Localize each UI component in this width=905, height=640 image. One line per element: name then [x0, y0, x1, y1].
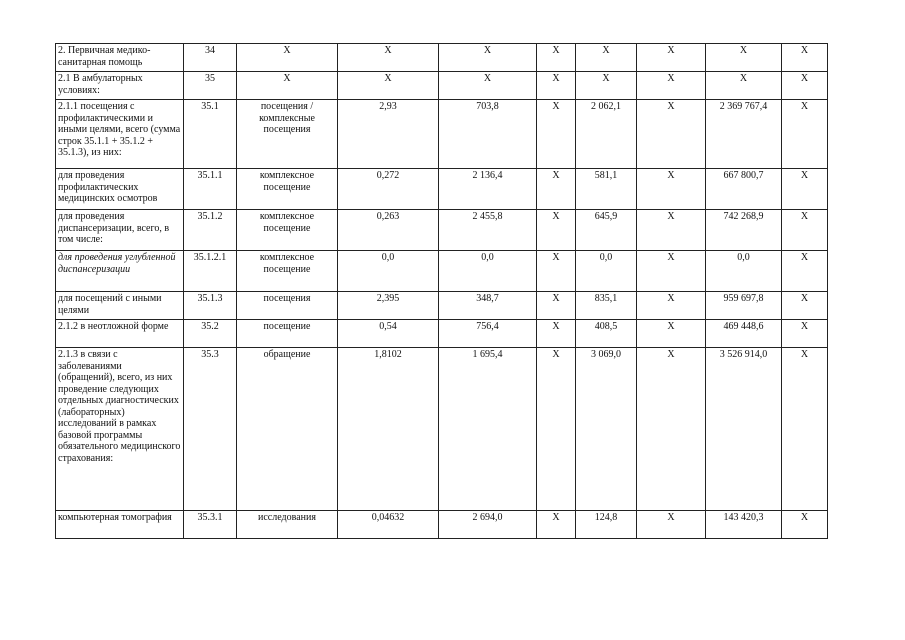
cell-name: для посещений с иными целями: [56, 292, 184, 320]
cell-name: для проведения углубленной диспансеризации: [56, 251, 184, 292]
cell-col10: Х: [782, 44, 828, 72]
table-row: [56, 210, 828, 251]
cell-col7: 0,0: [576, 251, 637, 292]
cell-col10: Х: [782, 511, 828, 539]
cell-name: 2.1.1 посещения с профилактическими и иными целями, всего (сумма строк 35.1.1 + 35.1.2 + 35.1.3), из них:: [56, 100, 184, 169]
cell-col6: Х: [537, 210, 576, 251]
cell-name: 2.1.2 в неотложной форме: [56, 320, 184, 348]
cell-col6: Х: [537, 511, 576, 539]
table-row: [56, 72, 828, 100]
cell-col10: Х: [782, 72, 828, 100]
cell-col7: 581,1: [576, 169, 637, 210]
table-row: [56, 511, 828, 539]
cell-norm-cost: 2 694,0: [439, 511, 537, 539]
table-row: [56, 320, 828, 348]
cell-col9: Х: [706, 44, 782, 72]
cell-col10: Х: [782, 100, 828, 169]
cell-row-code: 35.1.2: [184, 210, 237, 251]
cell-row-code: 35.3.1: [184, 511, 237, 539]
cell-name: 2.1 В амбулаторных условиях:: [56, 72, 184, 100]
cell-col10: Х: [782, 210, 828, 251]
cell-norm-volume: 0,54: [338, 320, 439, 348]
table-row: [56, 44, 828, 72]
cell-col6: Х: [537, 348, 576, 511]
cell-unit: комплексное посещение: [237, 210, 338, 251]
cell-norm-cost: Х: [439, 44, 537, 72]
cell-col7: Х: [576, 44, 637, 72]
cell-col6: Х: [537, 72, 576, 100]
cell-col9: Х: [706, 72, 782, 100]
cell-col7: 2 062,1: [576, 100, 637, 169]
cell-col10: Х: [782, 320, 828, 348]
cell-norm-cost: 2 136,4: [439, 169, 537, 210]
cell-col8: Х: [637, 210, 706, 251]
cell-col7: 124,8: [576, 511, 637, 539]
cell-col7: 835,1: [576, 292, 637, 320]
cell-unit: посещение: [237, 320, 338, 348]
cell-col9: 0,0: [706, 251, 782, 292]
cell-col10: Х: [782, 251, 828, 292]
cell-col8: Х: [637, 251, 706, 292]
cell-unit: комплексное посещение: [237, 251, 338, 292]
cell-col9: 469 448,6: [706, 320, 782, 348]
cell-unit: Х: [237, 72, 338, 100]
cell-norm-cost: 348,7: [439, 292, 537, 320]
cell-col10: Х: [782, 169, 828, 210]
cell-norm-cost: 703,8: [439, 100, 537, 169]
cell-name: компьютерная томография: [56, 511, 184, 539]
cell-name: 2.1.3 в связи с заболеваниями (обращений), всего, из них проведение следующих отдельных диагностических (лабораторных) исследований в рамках базовой программы обязательного медицинского страхования:: [56, 348, 184, 511]
cell-row-code: 35.3: [184, 348, 237, 511]
cell-unit: обращение: [237, 348, 338, 511]
cell-norm-volume: Х: [338, 72, 439, 100]
cell-norm-cost: Х: [439, 72, 537, 100]
cell-col6: Х: [537, 292, 576, 320]
cell-norm-volume: 2,93: [338, 100, 439, 169]
cell-unit: комплексное посещение: [237, 169, 338, 210]
cell-row-code: 35.1: [184, 100, 237, 169]
cell-row-code: 35.2: [184, 320, 237, 348]
cell-col6: Х: [537, 44, 576, 72]
cell-col9: 143 420,3: [706, 511, 782, 539]
cell-col6: Х: [537, 169, 576, 210]
cell-norm-volume: 2,395: [338, 292, 439, 320]
cell-row-code: 35: [184, 72, 237, 100]
cell-unit: посещения: [237, 292, 338, 320]
cell-name: 2. Первичная медико-санитарная помощь: [56, 44, 184, 72]
cell-col8: Х: [637, 169, 706, 210]
cell-row-code: 34: [184, 44, 237, 72]
table-row: [56, 100, 828, 169]
table-row: [56, 348, 828, 511]
cell-col10: Х: [782, 292, 828, 320]
cell-unit: исследования: [237, 511, 338, 539]
cell-col6: Х: [537, 251, 576, 292]
cell-col9: 742 268,9: [706, 210, 782, 251]
cell-col10: Х: [782, 348, 828, 511]
cell-col8: Х: [637, 320, 706, 348]
cell-norm-cost: 0,0: [439, 251, 537, 292]
cell-col7: 408,5: [576, 320, 637, 348]
cell-col9: 3 526 914,0: [706, 348, 782, 511]
cell-norm-volume: 0,04632: [338, 511, 439, 539]
cell-col7: Х: [576, 72, 637, 100]
cell-col7: 645,9: [576, 210, 637, 251]
cell-norm-volume: 0,0: [338, 251, 439, 292]
cell-col6: Х: [537, 320, 576, 348]
table-row: [56, 169, 828, 210]
cell-col7: 3 069,0: [576, 348, 637, 511]
table-row: [56, 251, 828, 292]
cell-norm-volume: 0,272: [338, 169, 439, 210]
cell-norm-volume: 0,263: [338, 210, 439, 251]
cell-norm-cost: 2 455,8: [439, 210, 537, 251]
cell-norm-cost: 756,4: [439, 320, 537, 348]
cell-col6: Х: [537, 100, 576, 169]
cell-col8: Х: [637, 292, 706, 320]
cell-norm-cost: 1 695,4: [439, 348, 537, 511]
cell-norm-volume: 1,8102: [338, 348, 439, 511]
cell-col8: Х: [637, 511, 706, 539]
cell-col9: 2 369 767,4: [706, 100, 782, 169]
cell-col9: 667 800,7: [706, 169, 782, 210]
table-row: [56, 292, 828, 320]
cell-name: для проведения профилактических медицинских осмотров: [56, 169, 184, 210]
program-table: [55, 43, 828, 539]
cell-unit: Х: [237, 44, 338, 72]
cell-col8: Х: [637, 44, 706, 72]
cell-unit: посещения / комплексные посещения: [237, 100, 338, 169]
cell-row-code: 35.1.3: [184, 292, 237, 320]
cell-col8: Х: [637, 72, 706, 100]
cell-col8: Х: [637, 100, 706, 169]
cell-norm-volume: Х: [338, 44, 439, 72]
cell-col9: 959 697,8: [706, 292, 782, 320]
cell-col8: Х: [637, 348, 706, 511]
cell-name: для проведения диспансеризации, всего, в том числе:: [56, 210, 184, 251]
cell-row-code: 35.1.1: [184, 169, 237, 210]
cell-row-code: 35.1.2.1: [184, 251, 237, 292]
